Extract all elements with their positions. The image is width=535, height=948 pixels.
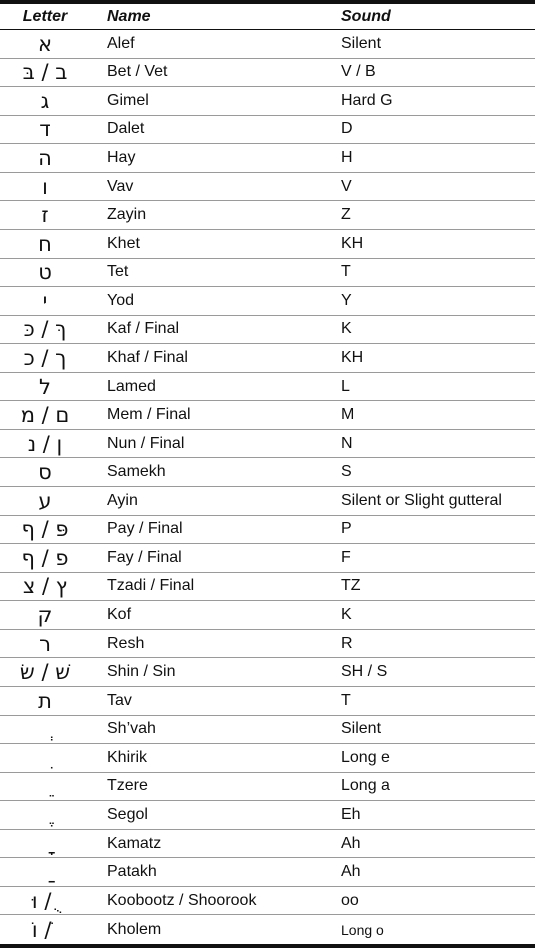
name-cell: Tet (107, 263, 129, 281)
sound-cell: oo (341, 891, 359, 909)
sound-cell: Y (341, 291, 352, 309)
table-row (0, 373, 535, 402)
name-cell: Tzadi / Final (107, 577, 195, 595)
letter-cell: ג (40, 88, 50, 113)
table-row (0, 744, 535, 773)
table-row (0, 630, 535, 659)
letter-cell: ץ / צ (22, 574, 68, 599)
name-cell: Zayin (107, 206, 147, 224)
name-cell: Kamatz (107, 834, 162, 852)
sound-cell: TZ (341, 577, 361, 595)
table-row (0, 830, 535, 859)
letter-cell: ם / מ (20, 403, 70, 428)
letter-cell: פ / ף (21, 545, 69, 570)
table-row (0, 915, 535, 944)
sound-cell: Long o (341, 921, 384, 938)
header-name: Name (107, 7, 151, 25)
sound-cell: N (341, 434, 353, 452)
table-row (0, 116, 535, 145)
table-row (0, 687, 535, 716)
name-cell: Nun / Final (107, 434, 185, 452)
name-cell: Shin / Sin (107, 663, 176, 681)
sound-cell: KH (341, 348, 364, 366)
letter-cell: וֹ / ֹ (31, 917, 59, 942)
sound-cell: Silent or Slight gutteral (341, 491, 502, 509)
name-cell: Khirik (107, 748, 148, 766)
table-row (0, 173, 535, 202)
header-letter: Letter (22, 7, 68, 25)
name-cell: Tav (107, 691, 132, 709)
letter-cell: ס (38, 460, 52, 485)
sound-cell: Silent (341, 720, 382, 738)
name-cell: Fay / Final (107, 548, 182, 566)
sound-cell: D (341, 120, 353, 138)
table-row (0, 59, 535, 88)
table-header-row (0, 4, 535, 30)
letter-cell: ד (39, 117, 51, 142)
letter-cell: ק (37, 603, 53, 628)
table-row (0, 858, 535, 887)
sound-cell: V (341, 177, 352, 195)
sound-cell: Z (341, 206, 351, 224)
table-row (0, 544, 535, 573)
table-row (0, 316, 535, 345)
letter-cell: ע (38, 488, 52, 513)
table-row (0, 144, 535, 173)
letter-cell: שׁ / שׂ (19, 660, 71, 685)
name-cell: Mem / Final (107, 406, 191, 424)
name-cell: Segol (107, 805, 148, 823)
sound-cell: T (341, 263, 351, 281)
sound-cell: Eh (341, 805, 361, 823)
table-row (0, 716, 535, 745)
table-row (0, 430, 535, 459)
sound-cell: SH / S (341, 663, 388, 681)
header-sound: Sound (341, 7, 391, 25)
table-row (0, 230, 535, 259)
name-cell: Ayin (107, 491, 138, 509)
name-cell: Dalet (107, 120, 145, 138)
letter-cell: ה (38, 146, 52, 171)
table-row (0, 801, 535, 830)
sound-cell: Long a (341, 777, 390, 795)
name-cell: Sh’vah (107, 720, 156, 738)
table-row (0, 487, 535, 516)
letter-cell (0, 774, 90, 798)
table-body (0, 30, 535, 944)
name-cell: Lamed (107, 377, 156, 395)
name-cell: Gimel (107, 91, 149, 109)
sound-cell: V / B (341, 63, 376, 81)
letter-cell (0, 803, 90, 827)
name-cell: Kaf / Final (107, 320, 180, 338)
name-cell: Kholem (107, 920, 162, 938)
sound-cell: P (341, 520, 352, 538)
table-row (0, 773, 535, 802)
letter-cell: ךּ / כּ (23, 317, 67, 342)
name-cell: Bet / Vet (107, 63, 168, 81)
sound-cell: F (341, 548, 351, 566)
sound-cell: Long e (341, 748, 390, 766)
name-cell: Khet (107, 234, 140, 252)
table-row (0, 87, 535, 116)
sound-cell: R (341, 634, 353, 652)
sound-cell: K (341, 606, 352, 624)
letter-cell: ט (38, 260, 52, 285)
table-row (0, 658, 535, 687)
letter-cell: וּ / ֻ (31, 888, 59, 913)
sound-cell: Hard G (341, 91, 393, 109)
name-cell: Pay / Final (107, 520, 183, 538)
letter-cell: ן / נ (27, 431, 63, 456)
letter-cell: י (42, 288, 48, 313)
table-row (0, 516, 535, 545)
sound-cell: S (341, 463, 352, 481)
name-cell: Khaf / Final (107, 348, 188, 366)
table-row (0, 344, 535, 373)
letter-cell: ך / כ (23, 345, 67, 370)
name-cell: Koobootz / Shoorook (107, 891, 257, 909)
table-row (0, 601, 535, 630)
name-cell: Tzere (107, 777, 148, 795)
table-row (0, 401, 535, 430)
table-row (0, 259, 535, 288)
name-cell: Kof (107, 606, 132, 624)
letter-cell (0, 717, 90, 741)
letter-cell: ב / בּ (22, 60, 68, 85)
letter-cell (0, 832, 90, 856)
letter-cell: ח (38, 231, 52, 256)
sound-cell: T (341, 691, 351, 709)
name-cell: Hay (107, 149, 136, 167)
table-row (0, 458, 535, 487)
letter-cell: ר (39, 631, 51, 656)
sound-cell: L (341, 377, 350, 395)
letter-cell: ל (39, 374, 51, 399)
name-cell: Samekh (107, 463, 166, 481)
table-row (0, 287, 535, 316)
name-cell: Alef (107, 34, 135, 52)
sound-cell: K (341, 320, 352, 338)
letter-cell: ז (41, 203, 49, 228)
letter-cell (0, 746, 90, 770)
table-row (0, 573, 535, 602)
name-cell: Resh (107, 634, 145, 652)
letter-cell: ו (42, 174, 48, 199)
table-row (0, 30, 535, 59)
table-row (0, 887, 535, 916)
letter-cell: פּ / ף (21, 517, 69, 542)
letter-cell (0, 860, 90, 884)
sound-cell: Silent (341, 34, 382, 52)
letter-cell: ת (38, 688, 52, 713)
sound-cell: KH (341, 234, 364, 252)
sound-cell: Ah (341, 834, 361, 852)
name-cell: Yod (107, 291, 134, 309)
sound-cell: M (341, 406, 355, 424)
letter-cell: א (37, 31, 53, 56)
name-cell: Patakh (107, 863, 157, 881)
name-cell: Vav (107, 177, 134, 195)
table-row (0, 201, 535, 230)
sound-cell: H (341, 149, 353, 167)
sound-cell: Ah (341, 863, 361, 881)
